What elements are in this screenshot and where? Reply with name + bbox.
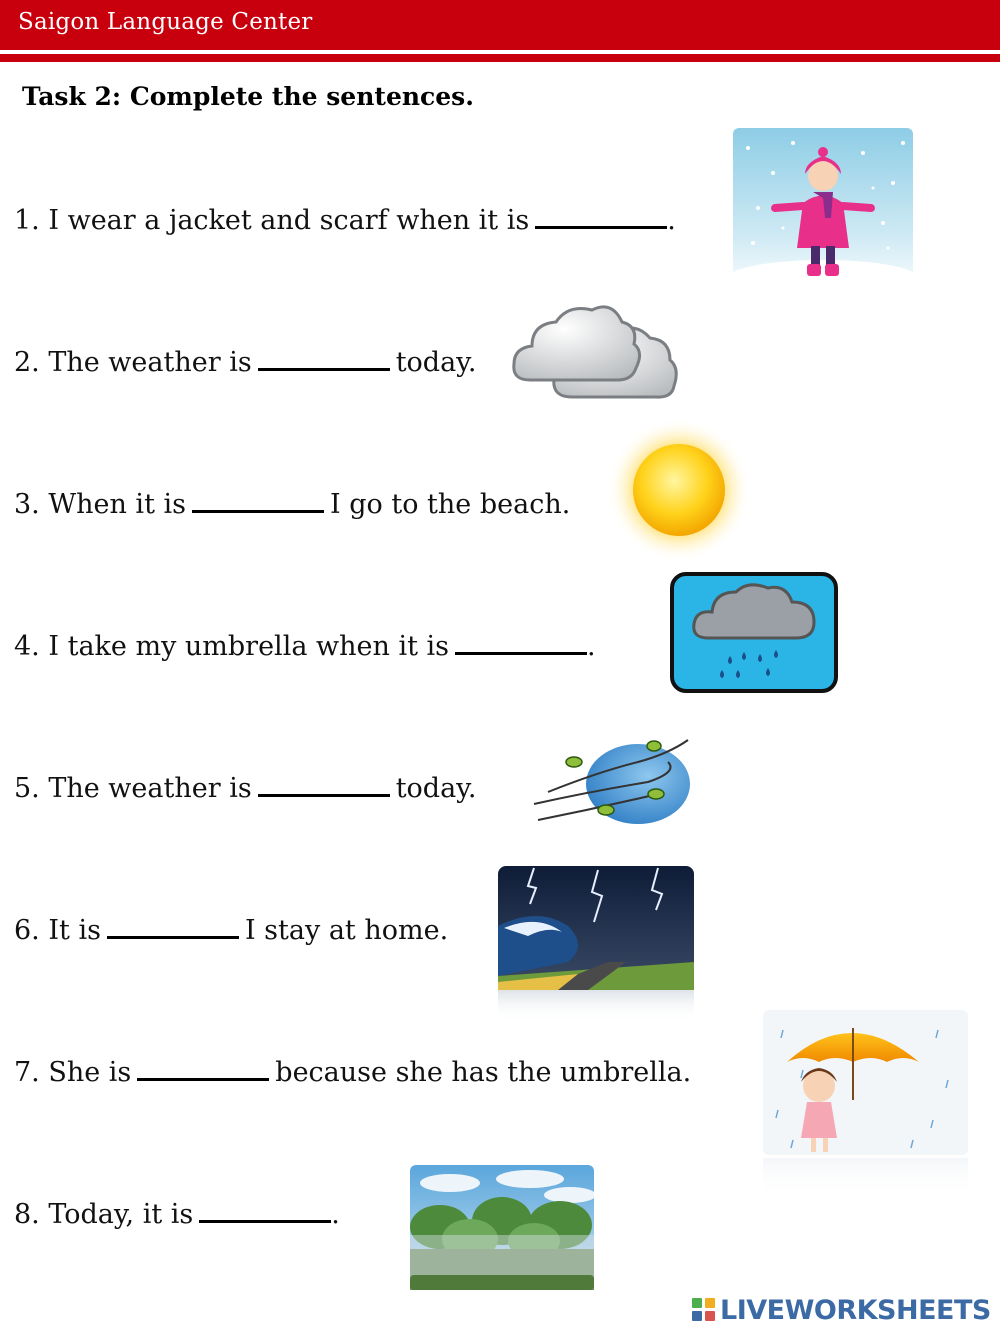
logo-grid-icon	[692, 1298, 716, 1322]
header-underline	[0, 54, 1000, 62]
task-title: Task 2: Complete the sentences.	[22, 82, 474, 111]
sentence-6-text: 6. It is	[14, 915, 101, 946]
answer-blank-3[interactable]	[192, 486, 324, 513]
snowy-girl-image	[733, 128, 913, 283]
answer-blank-4[interactable]	[455, 628, 587, 655]
answer-blank-7[interactable]	[137, 1054, 269, 1081]
sentence-5-text: 5. The weather is	[14, 773, 252, 804]
sentence-6	[14, 912, 448, 946]
answer-blank-8[interactable]	[199, 1196, 331, 1223]
sentence-5	[14, 770, 476, 804]
sentence-8	[14, 1196, 340, 1230]
sentence-1	[14, 202, 676, 236]
sentence-2	[14, 344, 476, 378]
sentence-7	[14, 1054, 691, 1088]
logo-text: LIVEWORKSHEETS	[720, 1294, 991, 1326]
sentence-4	[14, 628, 596, 662]
windy-icon	[528, 732, 696, 832]
liveworksheets-logo	[692, 1294, 991, 1326]
storm-image	[498, 866, 694, 1022]
sentence-4-end: .	[587, 631, 596, 662]
brand-title: Saigon Language Center	[18, 9, 313, 35]
answer-blank-6[interactable]	[107, 912, 239, 939]
cloudy-icon	[510, 282, 682, 402]
sentence-2-end: today.	[395, 347, 477, 378]
sentence-8-end: .	[331, 1199, 340, 1230]
sun-icon	[604, 418, 754, 563]
rain-cloud-icon	[668, 570, 840, 695]
foggy-forest-image	[410, 1165, 594, 1290]
sentence-7-end: because she has the umbrella.	[275, 1057, 692, 1088]
sentence-2-text: 2. The weather is	[14, 347, 252, 378]
sentence-7-text: 7. She is	[14, 1057, 132, 1088]
sentence-5-end: today.	[395, 773, 477, 804]
sentence-1-end: .	[667, 205, 676, 236]
answer-blank-5[interactable]	[258, 770, 390, 797]
sentence-3	[14, 486, 570, 520]
girl-umbrella-image	[763, 1010, 968, 1198]
sentence-3-end: I go to the beach.	[330, 489, 571, 520]
sentence-1-text: 1. I wear a jacket and scarf when it is	[14, 205, 530, 236]
sentence-4-text: 4. I take my umbrella when it is	[14, 631, 450, 662]
sentence-8-text: 8. Today, it is	[14, 1199, 194, 1230]
answer-blank-2[interactable]	[258, 344, 390, 371]
answer-blank-1[interactable]	[535, 202, 667, 229]
sentence-6-end: I stay at home.	[244, 915, 449, 946]
sentence-3-text: 3. When it is	[14, 489, 186, 520]
